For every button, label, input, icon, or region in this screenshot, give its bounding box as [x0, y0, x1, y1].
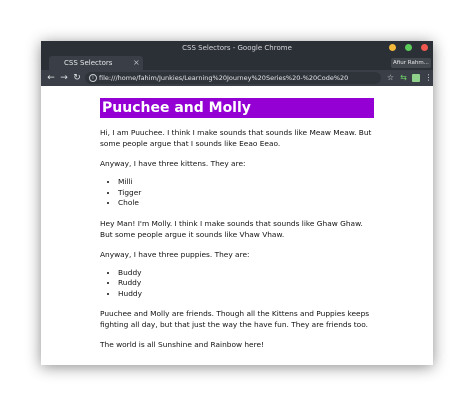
page-content — [41, 86, 433, 365]
paragraph-molly-intro: Hey Man! I'm Molly. I think I make sounds that sounds like Ghaw Ghaw. But some people argue it sounds like Vhaw Vhaw. — [100, 218, 363, 239]
tab-close-icon[interactable]: × — [133, 58, 140, 67]
tab-label: CSS Selectors — [64, 59, 113, 67]
paragraph-kittens-intro: Anyway, I have three kittens. They are: — [100, 159, 246, 168]
browser-toolbar — [41, 70, 433, 86]
list-item: • Buddy — [118, 268, 374, 279]
back-arrow-icon[interactable]: ← — [47, 73, 55, 83]
puppies-list — [100, 268, 374, 300]
maximize-button[interactable] — [405, 44, 412, 51]
minimize-button[interactable] — [389, 44, 396, 51]
close-window-button[interactable] — [421, 44, 428, 51]
browser-window — [41, 41, 433, 365]
menu-icon[interactable]: ⋮ — [424, 73, 433, 82]
reload-icon[interactable]: ↻ — [73, 73, 81, 83]
kittens-list — [100, 177, 374, 209]
list-item: • Tigger — [118, 188, 374, 199]
arrows-extension-icon[interactable]: ⇆ — [400, 73, 407, 82]
list-item: • Ruddy — [118, 278, 374, 289]
info-icon[interactable]: i — [89, 74, 97, 82]
page-heading: Puuchee and Molly — [100, 98, 374, 118]
list-item: • Chole — [118, 198, 374, 209]
list-item: • Huddy — [118, 289, 374, 300]
url-text[interactable]: file:///home/fahim/Junkies/Learning%20Journey%20Series%20-%20Code%20 — [99, 74, 349, 82]
title-bar — [41, 41, 433, 55]
tab-css-selectors[interactable] — [49, 56, 143, 70]
paragraph-friends: Puuchee and Molly are friends. Though all the Kittens and Puppies keeps fighting all day, but that just the way the have fun. They are friends too. — [100, 309, 370, 329]
window-title: CSS Selectors - Google Chrome — [182, 44, 292, 52]
profile-button[interactable]: Afiur Rahm... — [391, 58, 431, 68]
article — [100, 98, 374, 350]
address-bar[interactable] — [85, 72, 381, 84]
list-item: • Milli — [118, 177, 374, 188]
tab-strip — [41, 55, 433, 70]
green-extension-icon[interactable] — [412, 73, 421, 82]
paragraph-closing: The world is all Sunshine and Rainbow here! — [100, 340, 264, 349]
paragraph-puppies-intro: Anyway, I have three puppies. They are: — [100, 249, 250, 259]
paragraph-puuchee-intro: Hi, I am Puuchee. I think I make sounds that sounds like Meaw Meaw. But some people argue that I sounds like Eeao Eeao. — [100, 128, 372, 148]
forward-arrow-icon[interactable]: → — [60, 73, 68, 83]
star-icon[interactable]: ☆ — [386, 73, 395, 82]
